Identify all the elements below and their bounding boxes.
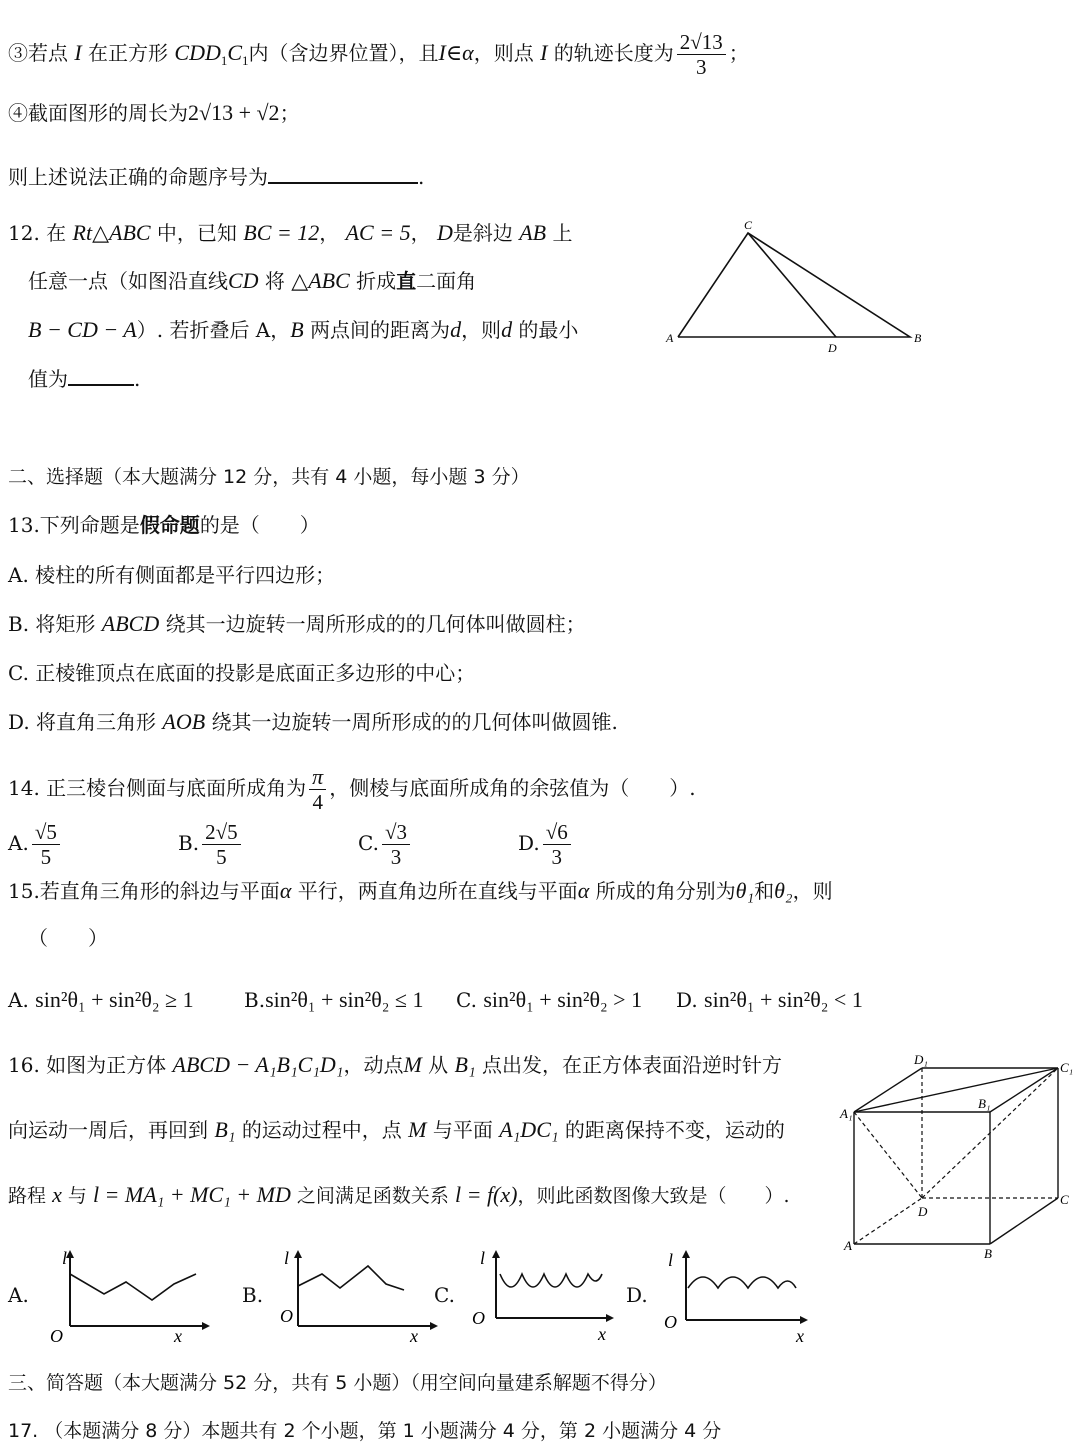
option-label: D. xyxy=(676,988,698,1012)
text: 从 xyxy=(428,1053,449,1077)
denominator: 3 xyxy=(551,845,562,869)
text: 内（含边界位置），且 xyxy=(248,41,439,65)
text: 15.若直角三角形的斜边与平面 xyxy=(8,879,280,903)
numerator: √3 xyxy=(382,820,410,845)
text: ； xyxy=(279,101,300,125)
math-expression: BC = 12 xyxy=(243,220,320,245)
graph-c[interactable] xyxy=(466,1244,626,1344)
cube-figure xyxy=(838,1048,1078,1263)
text: 和 xyxy=(754,879,775,903)
bold-text: 假命题 xyxy=(139,513,200,537)
text: 二面角 xyxy=(416,269,477,293)
q15-stem xyxy=(8,876,833,906)
question-number: 12. xyxy=(8,221,40,245)
text: 与 xyxy=(67,1185,87,1207)
math-var: D xyxy=(436,220,453,245)
text: ，动点 xyxy=(343,1053,404,1077)
text: 绕其一边旋转一周所形成的的几何体叫做圆锥. xyxy=(211,710,618,734)
circle-number-4: ④ xyxy=(8,101,28,125)
text: 向运动一周后，再回到 xyxy=(8,1118,208,1142)
math-expression: sin²θ₁ + sin²θ₂ ≤ 1 xyxy=(265,987,424,1012)
text: 是斜边 xyxy=(452,221,513,245)
math-var: θ₂ xyxy=(774,878,793,903)
curve xyxy=(70,1274,196,1300)
text: 的是（ ） xyxy=(199,513,320,537)
numerator: 2√13 xyxy=(677,30,726,55)
curve xyxy=(298,1266,404,1290)
option-label: C. xyxy=(456,988,477,1012)
text: C. 正棱锥顶点在底面的投影是底面正多边形的中心； xyxy=(8,661,476,685)
denominator: 3 xyxy=(390,845,402,869)
q16-option-d[interactable]: D. xyxy=(626,1283,648,1307)
q14-option-d[interactable] xyxy=(518,820,574,869)
label-l: l xyxy=(668,1250,674,1270)
numerator: 2√5 xyxy=(202,820,241,845)
label-a: A xyxy=(666,331,674,345)
math-var: M xyxy=(408,1117,427,1142)
text: 则上述说法正确的命题序号为 xyxy=(8,165,268,189)
fraction xyxy=(543,820,571,869)
answer-blank[interactable] xyxy=(268,162,418,184)
section-2-title: 二、选择题（本大题满分 12 分，共有 4 小题，每小题 3 分） xyxy=(8,466,530,488)
math-var: B₁ xyxy=(454,1052,476,1077)
denominator: 5 xyxy=(216,845,227,869)
edge-b1c1 xyxy=(990,1068,1058,1112)
q15-option-c[interactable] xyxy=(456,985,642,1015)
math-var: A₁DC₁ xyxy=(499,1117,559,1142)
graph-b[interactable] xyxy=(272,1244,442,1344)
hidden-ad xyxy=(854,1198,922,1244)
label-x: x xyxy=(174,1326,182,1344)
math-var: AOB xyxy=(162,709,206,734)
x-arrow-icon xyxy=(202,1322,210,1330)
x-arrow-icon xyxy=(800,1316,808,1324)
math-var: Rt△ABC xyxy=(72,220,151,245)
text: 点出发，在正方体表面沿逆时针方 xyxy=(481,1053,782,1077)
label-b: B xyxy=(984,1246,992,1261)
denominator: 4 xyxy=(312,790,323,814)
math-var: I xyxy=(74,40,82,65)
q16-line1 xyxy=(8,1050,782,1080)
option-label: B. xyxy=(178,831,200,855)
option-label: A. xyxy=(8,988,29,1012)
option-label: B. xyxy=(244,988,266,1012)
bold-text: 直 xyxy=(396,269,417,293)
text: 绕其一边旋转一周所形成的的几何体叫做圆柱； xyxy=(165,612,586,636)
curve xyxy=(500,1274,602,1287)
text: 在正方形 xyxy=(88,41,169,65)
math-var: B₁ xyxy=(214,1117,236,1142)
math-var: d xyxy=(501,317,513,342)
q16-option-c[interactable]: C. xyxy=(434,1283,455,1307)
math-expression: l = MA₁ + MC₁ + MD xyxy=(92,1182,291,1207)
label-d: D xyxy=(918,1204,928,1219)
label-o: O xyxy=(664,1312,677,1332)
q15-paren: （ ） xyxy=(28,926,108,950)
q13-option-c xyxy=(8,658,475,688)
math-var: d xyxy=(450,317,462,342)
subscript: 1 xyxy=(220,53,228,68)
denominator: 5 xyxy=(40,845,52,869)
label-x: x xyxy=(598,1324,606,1344)
fraction xyxy=(309,765,326,814)
y-arrow-icon xyxy=(294,1250,302,1258)
q15-option-a[interactable] xyxy=(8,985,194,1015)
math-var: x xyxy=(52,1182,62,1207)
math-var: C xyxy=(227,40,243,65)
text: ）. 若折叠后 A， xyxy=(136,318,291,342)
math-expression: B − CD − A xyxy=(28,317,137,342)
text: 与平面 xyxy=(432,1118,493,1142)
q15-option-d[interactable] xyxy=(676,985,863,1015)
fraction xyxy=(677,30,726,79)
text: 14. 正三棱台侧面与底面所成角为 xyxy=(8,776,307,800)
math-var: α xyxy=(279,878,292,903)
text: B. 将矩形 xyxy=(8,612,96,636)
label-b1: B₁ xyxy=(978,1096,991,1111)
text: 值为 xyxy=(28,367,68,391)
triangle-figure xyxy=(660,215,940,360)
x-arrow-icon xyxy=(606,1314,614,1322)
numerator: π xyxy=(309,765,326,790)
text: 的距离保持不变，运动的 xyxy=(564,1118,785,1142)
q11-item4 xyxy=(8,98,300,128)
hidden-a1d xyxy=(854,1112,922,1198)
option-label: A. xyxy=(8,831,29,855)
q16-option-b[interactable]: B. xyxy=(242,1283,264,1307)
math-expression: ABCD − A₁B₁C₁D₁ xyxy=(172,1052,344,1077)
option-label: D. xyxy=(518,831,540,855)
edge-bc xyxy=(990,1198,1058,1244)
q16-line3 xyxy=(8,1180,790,1211)
label-d1: D₁ xyxy=(914,1052,928,1067)
label-c: C xyxy=(744,218,753,232)
label-o: O xyxy=(472,1308,485,1328)
q12-line2 xyxy=(28,266,476,296)
y-arrow-icon xyxy=(66,1250,74,1258)
text: . xyxy=(418,165,425,189)
label-a: A xyxy=(844,1238,852,1253)
label-x: x xyxy=(410,1326,418,1344)
q16-line2 xyxy=(8,1115,785,1145)
q14-stem xyxy=(8,765,696,814)
label-x: x xyxy=(796,1326,804,1344)
q13-option-b xyxy=(8,609,586,639)
label-b: B xyxy=(914,331,922,345)
q11-conclusion xyxy=(8,162,424,192)
label-d: D xyxy=(828,341,837,355)
edge-a1d1 xyxy=(854,1068,922,1112)
label-l: l xyxy=(62,1248,68,1268)
q12-line3 xyxy=(28,315,578,345)
q13-stem xyxy=(8,510,320,540)
math-var: I xyxy=(540,40,548,65)
math-expression: sin²θ₁ + sin²θ₂ < 1 xyxy=(704,987,863,1012)
math-var: B xyxy=(290,317,304,342)
math-var: AB xyxy=(519,220,547,245)
subscript: 1 xyxy=(242,53,249,68)
fraction xyxy=(382,820,410,869)
numerator: √5 xyxy=(32,820,60,845)
text: 在 xyxy=(46,221,67,245)
denominator: 3 xyxy=(696,55,707,79)
text: D. 将直角三角形 xyxy=(8,710,157,734)
text: 16. 如图为正方体 xyxy=(8,1053,167,1077)
math-var: α xyxy=(577,878,590,903)
q15-option-b[interactable] xyxy=(244,985,424,1015)
numerator: √6 xyxy=(543,820,571,845)
y-arrow-icon xyxy=(492,1250,500,1258)
text: ，则点 xyxy=(473,41,534,65)
text: 所成的角分别为 xyxy=(595,879,736,903)
option-label: C. xyxy=(358,831,379,855)
math-expression: l = f(x) xyxy=(454,1182,518,1207)
q16-option-a[interactable]: A. xyxy=(8,1283,29,1307)
text: 两点间的距离为 xyxy=(310,318,451,342)
text: 若点 xyxy=(28,41,68,65)
math-expression: 2√13 + √2 xyxy=(188,100,280,125)
graph-d[interactable] xyxy=(658,1244,818,1344)
text: 任意一点（如图沿直线 xyxy=(28,269,228,293)
curve xyxy=(688,1277,796,1288)
math-var: △ABC xyxy=(291,268,350,293)
label-a1: A₁ xyxy=(840,1106,853,1121)
q14-option-a[interactable] xyxy=(8,820,63,869)
text: 上 xyxy=(552,221,573,245)
text: 中，已知 xyxy=(156,221,237,245)
math-var: M xyxy=(403,1052,422,1077)
math-expression: AC = 5 xyxy=(345,220,411,245)
text: ， xyxy=(319,221,340,245)
label-l: l xyxy=(284,1248,290,1268)
text: A. 棱柱的所有侧面都是平行四边形； xyxy=(8,563,336,587)
circle-number-3: ③ xyxy=(8,41,28,65)
math-var: θ₁ xyxy=(735,878,755,903)
text: 平行，两直角边所在直线与平面 xyxy=(297,879,578,903)
label-c: C xyxy=(1060,1192,1069,1207)
triangle-abc xyxy=(678,233,910,337)
label-c1: C₁ xyxy=(1060,1060,1074,1075)
q12-line4 xyxy=(28,364,140,394)
diag-a1c1 xyxy=(854,1068,1058,1112)
math-var: ABCD xyxy=(101,611,160,636)
graph-a[interactable] xyxy=(44,1244,214,1344)
text: ，则 xyxy=(461,318,502,342)
segment-cd xyxy=(748,233,836,337)
q13-option-d xyxy=(8,707,618,737)
text: 截面图形的周长为 xyxy=(28,101,188,125)
answer-blank[interactable] xyxy=(68,364,134,386)
text: 之间满足函数关系 xyxy=(296,1185,449,1207)
text: 的最小 xyxy=(518,318,579,342)
q13-option-a xyxy=(8,560,335,590)
text: ； xyxy=(728,41,749,65)
text: ， xyxy=(410,221,431,245)
text: ，侧棱与底面所成角的余弦值为（ ）. xyxy=(329,776,696,800)
x-arrow-icon xyxy=(430,1322,438,1330)
text: ，则此函数图像大致是（ ）. xyxy=(517,1185,790,1207)
q12-line1 xyxy=(8,218,572,248)
text: . xyxy=(134,367,141,391)
math-expression: sin²θ₁ + sin²θ₂ ≥ 1 xyxy=(35,987,194,1012)
label-o: O xyxy=(50,1326,63,1344)
q14-option-b[interactable] xyxy=(178,820,244,869)
text: 路程 xyxy=(8,1185,47,1207)
section-3-title: 三、简答题（本大题满分 52 分，共有 5 小题）（用空间向量建系解题不得分） xyxy=(8,1372,667,1394)
fraction xyxy=(202,820,241,869)
q17-title: 17. （本题满分 8 分）本题共有 2 个小题，第 1 小题满分 4 分，第 2 小题满分 4 分 xyxy=(8,1420,722,1442)
math-var: CDD xyxy=(174,40,221,65)
text: 将 xyxy=(264,269,285,293)
text: 的运动过程中，点 xyxy=(241,1118,402,1142)
q11-item3 xyxy=(8,30,749,79)
math-condition: I∈α xyxy=(438,40,474,65)
label-l: l xyxy=(480,1248,486,1268)
text: ，则 xyxy=(792,879,833,903)
text: 折成 xyxy=(356,269,397,293)
q14-option-c[interactable] xyxy=(358,820,413,869)
math-var: CD xyxy=(228,268,259,293)
fraction xyxy=(32,820,60,869)
math-expression: sin²θ₁ + sin²θ₂ > 1 xyxy=(483,987,643,1012)
y-arrow-icon xyxy=(682,1250,690,1258)
text: 的轨迹长度为 xyxy=(553,41,674,65)
label-o: O xyxy=(280,1306,293,1326)
text: 13.下列命题是 xyxy=(8,513,140,537)
